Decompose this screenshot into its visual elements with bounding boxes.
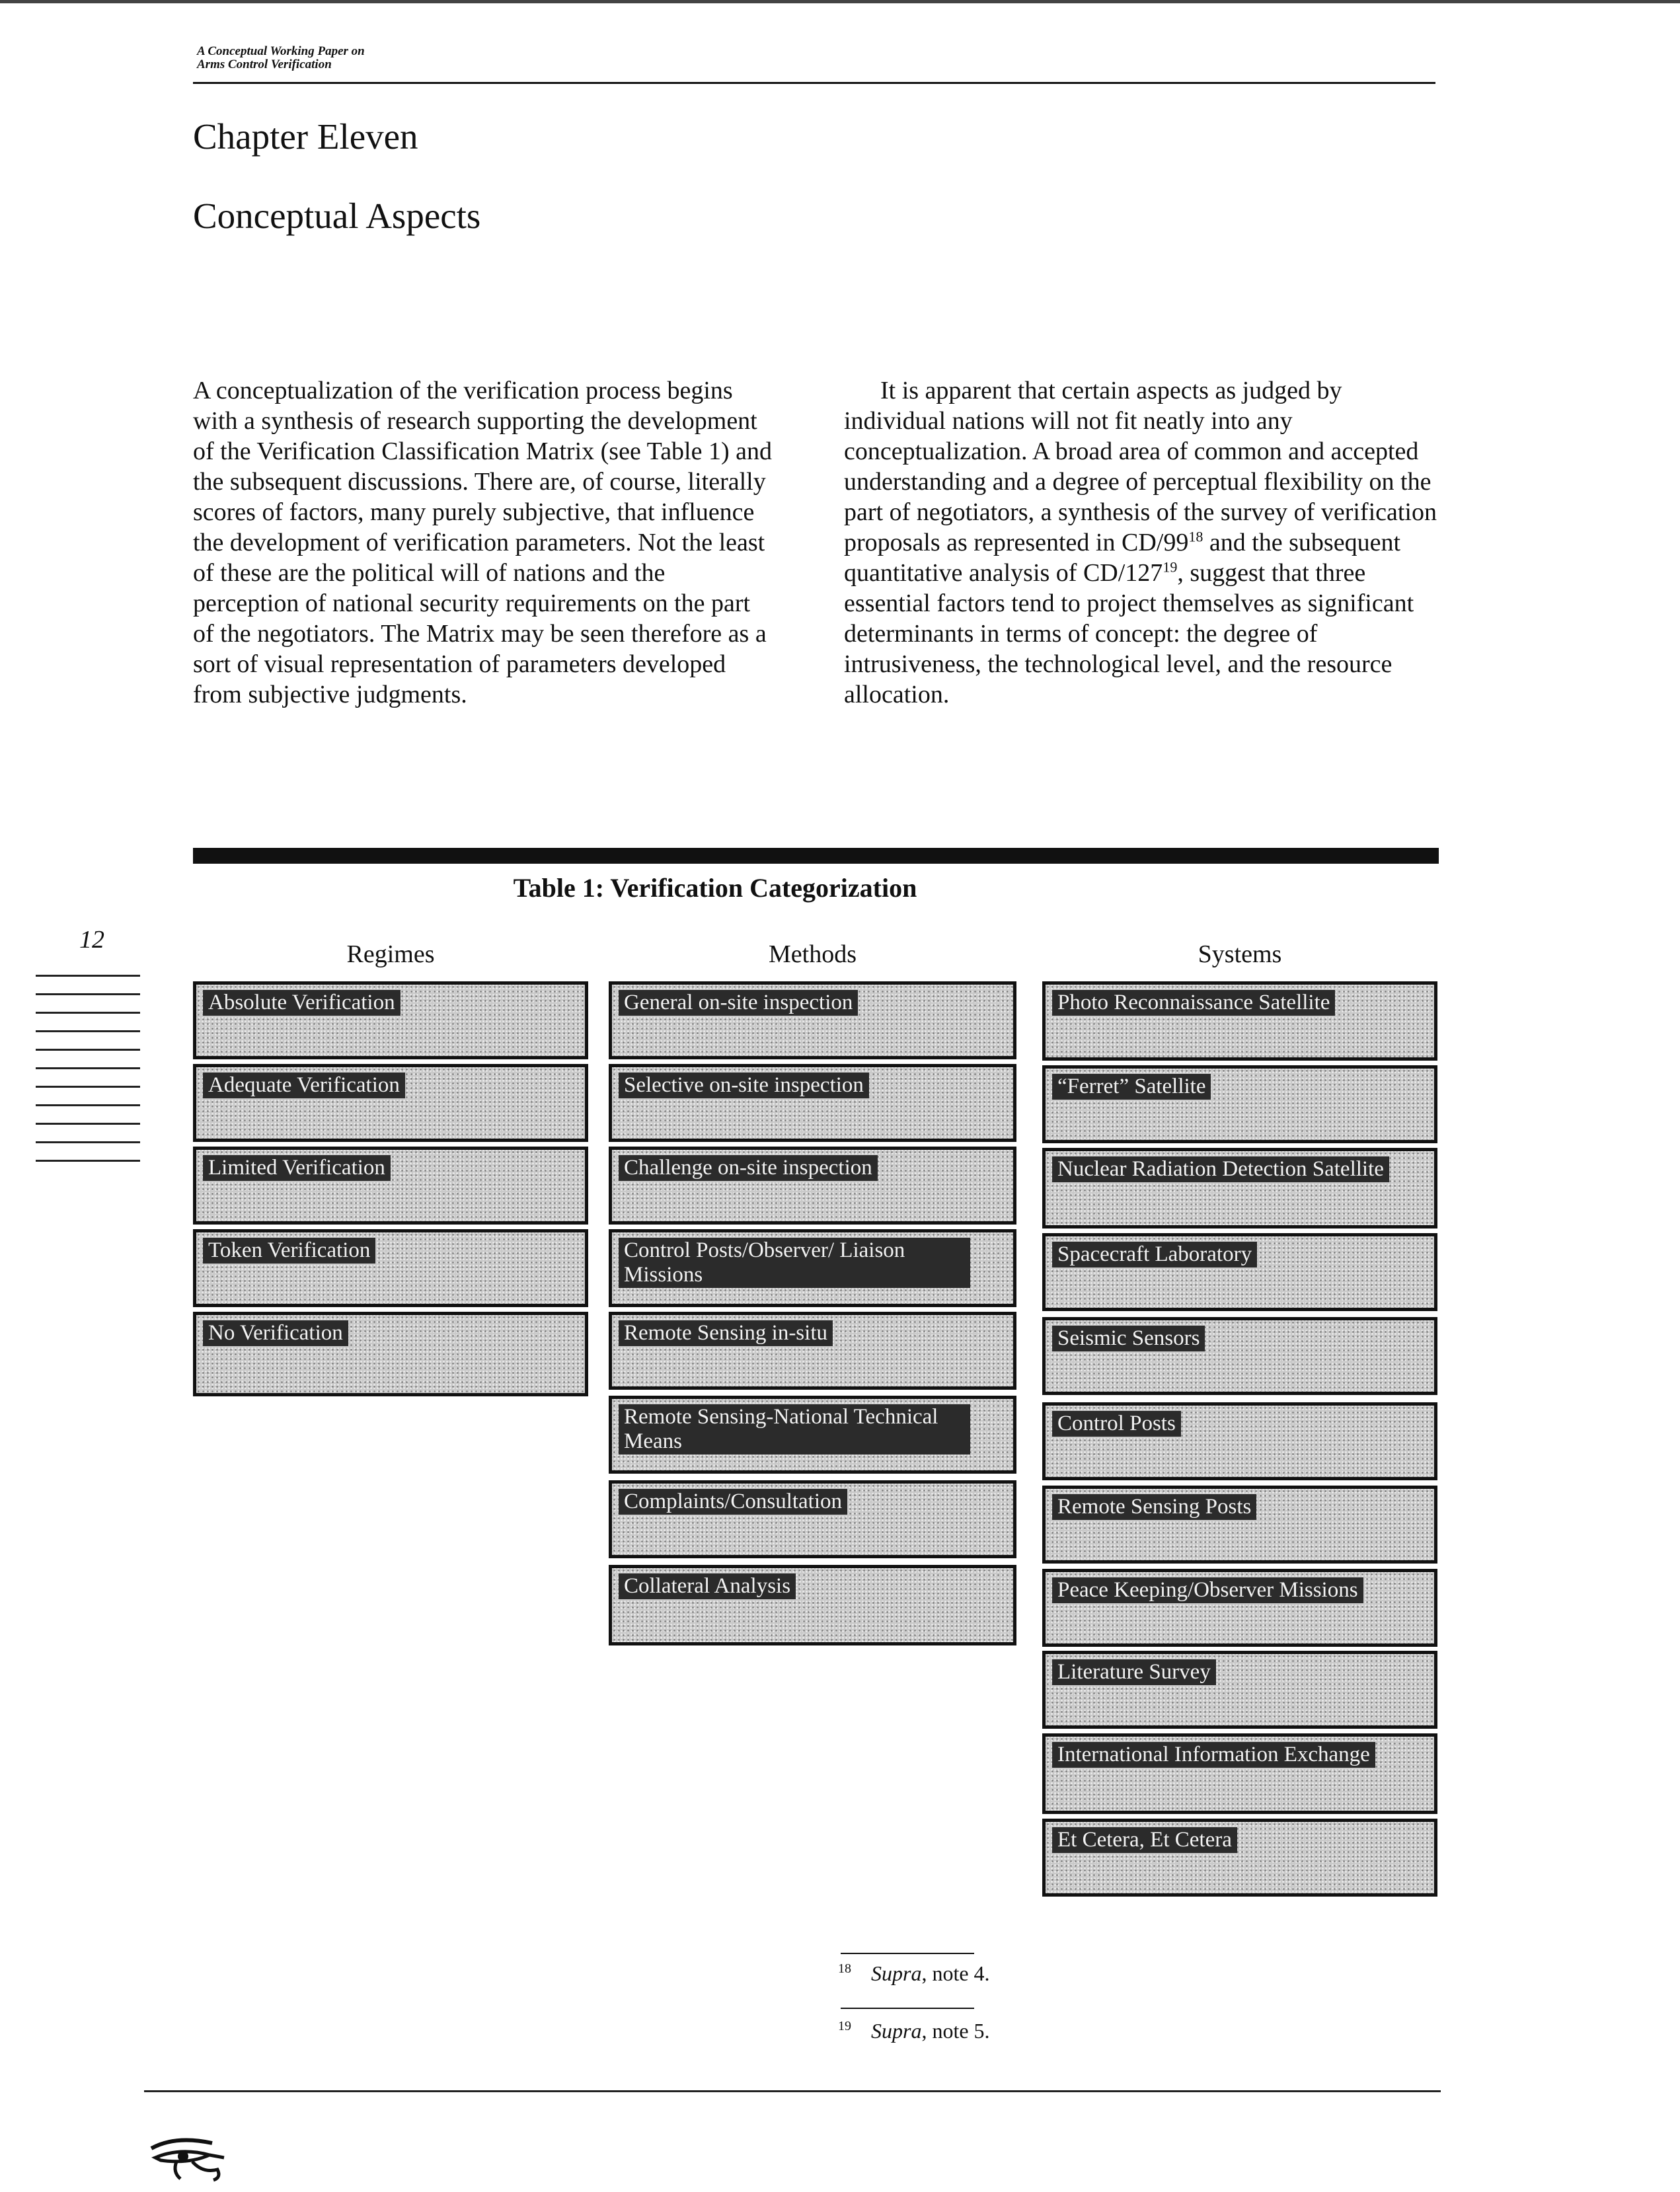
regime-cell (193, 981, 588, 1059)
body-text-part1: It is apparent that certain aspects as judged by individual nations will not fit neatly into any conceptualization. A broad area of common and accepted understanding and a degree of perceptual flexibility on the part of negotiators, a synthesis of the survey of verification proposals as represented in CD/99 (844, 377, 1437, 556)
footnote-19 (838, 2019, 990, 2043)
footnote-ref-19: 19 (1163, 558, 1178, 576)
system-cell (1042, 1065, 1437, 1143)
system-cell (1042, 1317, 1437, 1395)
system-cell (1042, 1233, 1437, 1311)
method-label: Remote Sensing in-situ (619, 1320, 833, 1346)
footnote-text: , note 4. (921, 1961, 990, 1985)
system-cell (1042, 1651, 1437, 1729)
system-cell (1042, 981, 1437, 1061)
chapter-subtitle: Conceptual Aspects (193, 196, 481, 236)
footnote-rule (841, 2008, 974, 2009)
regime-label: Limited Verification (203, 1155, 391, 1181)
system-label: Seismic Sensors (1052, 1326, 1205, 1351)
top-edge-rule (0, 0, 1680, 3)
system-label: Peace Keeping/Observer Missions (1052, 1577, 1363, 1603)
column-header-regimes: Regimes (346, 940, 435, 968)
body-paragraph-right (844, 375, 1442, 710)
running-head (197, 45, 365, 71)
method-cell (609, 1312, 1016, 1390)
column-header-methods: Methods (769, 940, 857, 968)
method-label: Collateral Analysis (619, 1573, 796, 1599)
footnote-ref-18: 18 (1188, 528, 1203, 545)
regime-cell (193, 1147, 588, 1225)
eye-of-horus-logo-icon (149, 2131, 228, 2183)
footnote-ref-word: Supra (871, 1961, 922, 1985)
footnote-number: 18 (838, 1961, 851, 1977)
method-label: Control Posts/Observer/ Liaison Missions (619, 1238, 970, 1288)
footnote-text: , note 5. (921, 2019, 990, 2043)
regime-label: Token Verification (203, 1238, 375, 1264)
margin-rule (36, 1067, 140, 1069)
system-label: Spacecraft Laboratory (1052, 1242, 1257, 1267)
table-title: Table 1: Verification Categorization (513, 873, 917, 903)
header-rule (193, 82, 1435, 84)
body-text-part2: and the subsequent quantitative analysis of CD/127 (844, 529, 1400, 587)
page-number: 12 (79, 926, 104, 954)
method-label: Challenge on-site inspection (619, 1155, 878, 1181)
margin-rule (36, 1086, 140, 1088)
system-label: Control Posts (1052, 1411, 1181, 1437)
system-cell (1042, 1486, 1437, 1564)
system-label: Literature Survey (1052, 1659, 1216, 1685)
footer-rule (144, 2090, 1441, 2092)
body-column-left (193, 375, 775, 710)
footnote-18 (838, 1961, 990, 1986)
system-label: Nuclear Radiation Detection Satellite (1052, 1156, 1389, 1182)
margin-rule (36, 1123, 140, 1125)
body-text-part3: , suggest that three essential factors tend to project themselves as significant determinants in terms of concept: the degree of intrusiveness, the technological level, and the resource allocation. (844, 559, 1414, 708)
system-label: Et Cetera, Et Cetera (1052, 1827, 1237, 1853)
running-head-line2: Arms Control Verification (197, 57, 332, 71)
system-label: International Information Exchange (1052, 1742, 1375, 1768)
regime-cell (193, 1312, 588, 1396)
method-cell (609, 1480, 1016, 1558)
regime-cell (193, 1229, 588, 1307)
margin-rule (36, 1141, 140, 1143)
margin-rule (36, 1160, 140, 1162)
running-head-line1: A Conceptual Working Paper on (197, 44, 365, 58)
margin-rule (36, 1012, 140, 1014)
footnote-ref-word: Supra (871, 2019, 922, 2043)
method-cell (609, 1147, 1016, 1225)
method-cell (609, 1565, 1016, 1645)
method-cell (609, 981, 1016, 1059)
margin-rule (36, 1104, 140, 1106)
method-cell (609, 1229, 1016, 1307)
margin-rule (36, 1049, 140, 1051)
body-column-right (844, 375, 1442, 710)
system-cell (1042, 1819, 1437, 1897)
column-header-systems: Systems (1198, 940, 1282, 968)
system-cell (1042, 1569, 1437, 1647)
regime-label: Adequate Verification (203, 1073, 405, 1098)
table-top-bar (193, 848, 1439, 864)
margin-rule (36, 1030, 140, 1032)
footnote-rule (841, 1953, 974, 1954)
margin-rule (36, 993, 140, 995)
system-label: Remote Sensing Posts (1052, 1494, 1256, 1520)
system-label: Photo Reconnaissance Satellite (1052, 990, 1335, 1016)
method-cell (609, 1396, 1016, 1474)
margin-rule (36, 975, 140, 977)
chapter-title: Chapter Eleven (193, 116, 418, 157)
method-label: Selective on-site inspection (619, 1073, 869, 1098)
method-label: Remote Sensing-National Technical Means (619, 1404, 970, 1455)
regime-label: Absolute Verification (203, 990, 401, 1016)
system-cell (1042, 1148, 1437, 1228)
method-cell (609, 1064, 1016, 1142)
method-label: Complaints/Consultation (619, 1489, 847, 1515)
system-cell (1042, 1733, 1437, 1814)
regime-label: No Verification (203, 1320, 348, 1346)
body-paragraph-left: A conceptualization of the verification process begins with a synthesis of research supporting the development of the Verification Classification Matrix (see Table 1) and the subsequent discussions. There are, of course, literally scores of factors, many purely subjective, that influence the development of verification parameters. Not the least of these are the political will of nations and the perception of national security requirements on the part of the negotiators. The Matrix may be seen therefore as a sort of visual representation of parameters developed from subjective judgments. (193, 377, 773, 708)
method-label: General on-site inspection (619, 990, 858, 1016)
regime-cell (193, 1064, 588, 1142)
footnote-number: 19 (838, 2019, 851, 2034)
system-cell (1042, 1402, 1437, 1480)
system-label: “Ferret” Satellite (1052, 1074, 1211, 1100)
